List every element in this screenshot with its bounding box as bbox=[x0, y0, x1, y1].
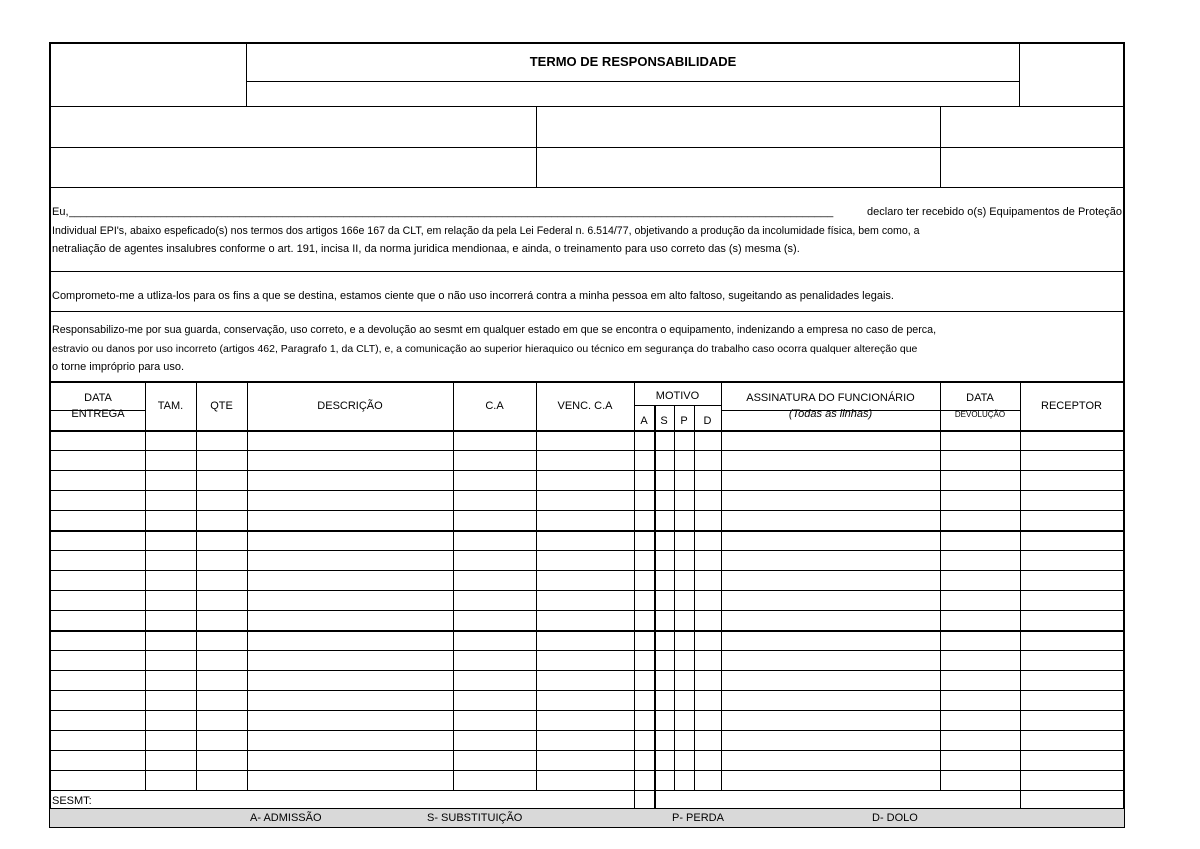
grid-line bbox=[654, 790, 656, 808]
header-motivo-a: A bbox=[640, 415, 648, 427]
responsibility-paragraph bbox=[52, 321, 1122, 377]
grid-line bbox=[634, 405, 721, 406]
sesmt-label: SESMT: bbox=[52, 795, 92, 807]
table-row-line bbox=[49, 670, 1125, 671]
table-row-line bbox=[49, 650, 1125, 651]
table-row-line bbox=[49, 770, 1125, 771]
responsibility-line2: estravio ou danos por uso incorreto (artigos 462, Paragrafo 1, da CLT), e, a comunicação ao superior hieraquico ou técnico em segurança do trabalho caso ocorra qualquer altereção que bbox=[52, 342, 918, 355]
table-row-line bbox=[49, 450, 1125, 451]
header-motivo-d: D bbox=[703, 415, 712, 427]
table-col-line bbox=[940, 383, 941, 790]
table-row-line bbox=[49, 690, 1125, 691]
table-row-line bbox=[49, 470, 1125, 471]
responsibility-line1: Responsabilizo-me por sua guarda, conservação, uso correto, e a devolução ao sesmt em qualquer estado em que se encontra o equipamento, indenizando a empresa no caso de perca, bbox=[52, 324, 937, 336]
declaration-line1-end: declaro ter recebido o(s) Equipamentos de Proteção bbox=[867, 206, 1122, 218]
commitment-paragraph: Comprometo-me a utliza-los para os fins a que se destina, estamos ciente que o não uso incorrerá contra a minha pessoa em alto faltoso, sugeitando as penalidades legais. bbox=[52, 290, 894, 302]
header-data-entrega: DATA ENTREGA bbox=[71, 392, 125, 420]
legend-admissao: A- ADMISSÃO bbox=[250, 812, 322, 824]
motivo-col-line bbox=[694, 405, 695, 790]
header-receptor: RECEPTOR bbox=[1041, 400, 1102, 412]
table-row-line bbox=[49, 610, 1125, 611]
legend-substituicao: S- SUBSTITUIÇÃO bbox=[427, 812, 523, 824]
table-col-line bbox=[721, 383, 722, 790]
responsibility-line3: o torne impróprio para uso. bbox=[52, 361, 185, 373]
motivo-col-line bbox=[654, 405, 656, 790]
table-col-line bbox=[634, 383, 635, 790]
table-row-line bbox=[49, 630, 1125, 632]
table-row-line bbox=[49, 730, 1125, 731]
table-col-line bbox=[145, 383, 146, 790]
table-col-line bbox=[1020, 383, 1021, 790]
header-motivo-s: S bbox=[660, 415, 668, 427]
legend-perda: P- PERDA bbox=[672, 812, 724, 824]
table-row-line bbox=[49, 550, 1125, 551]
declaration-line3: netraliação de agentes insalubres conforme o art. 191, incisa II, da norma juridica mendionaa, e ainda, o treinamento para uso correto das (s) mesma (s). bbox=[52, 243, 800, 255]
header-descricao: DESCRIÇÃO bbox=[317, 400, 383, 412]
motivo-col-line bbox=[674, 405, 675, 790]
name-blank[interactable]: _____________________________________________________________________________________________________________________________ bbox=[68, 206, 834, 218]
header-qte: QTE bbox=[210, 400, 233, 412]
table-row-line bbox=[49, 590, 1125, 591]
grid-line bbox=[1020, 790, 1021, 808]
grid-line bbox=[634, 790, 635, 808]
header-motivo-p: P bbox=[680, 415, 688, 427]
legend-dolo: D- DOLO bbox=[872, 812, 918, 824]
header-venc-ca: VENC. C.A bbox=[557, 400, 613, 412]
table-row-line bbox=[49, 490, 1125, 491]
declaration-prefix: Eu, bbox=[52, 206, 69, 218]
table-row-line bbox=[49, 570, 1125, 571]
header-motivo: MOTIVO bbox=[655, 390, 700, 402]
table-col-line bbox=[453, 383, 454, 790]
legend-bar bbox=[50, 809, 1124, 827]
table-row-line bbox=[49, 750, 1125, 751]
header-ca: C.A bbox=[485, 400, 504, 412]
table-row-line bbox=[49, 790, 1125, 791]
declaration-paragraph bbox=[52, 203, 1122, 259]
header-assinatura: ASSINATURA DO FUNCIONÁRIO (Todas as linhas) bbox=[746, 392, 915, 420]
table-col-line bbox=[247, 383, 248, 790]
table-row-line bbox=[49, 530, 1125, 532]
table-row-line bbox=[49, 510, 1125, 511]
table-row-line bbox=[49, 710, 1125, 711]
table-col-line bbox=[196, 383, 197, 790]
header-data-devolucao: DATA DEVOLUÇÃO bbox=[954, 392, 1006, 419]
page-title: TERMO DE RESPONSABILIDADE bbox=[529, 54, 737, 69]
table-col-line bbox=[536, 383, 537, 790]
declaration-line2: Individual EPI's, abaixo espeficado(s) nos termos dos artigos 166e 167 da CLT, em relação da pela Lei Federal n. 6.514/77, objetivando a produção da incolumidade física, bem como, a bbox=[52, 224, 920, 237]
header-tam: TAM. bbox=[157, 400, 184, 412]
table-row-line bbox=[49, 430, 1125, 432]
